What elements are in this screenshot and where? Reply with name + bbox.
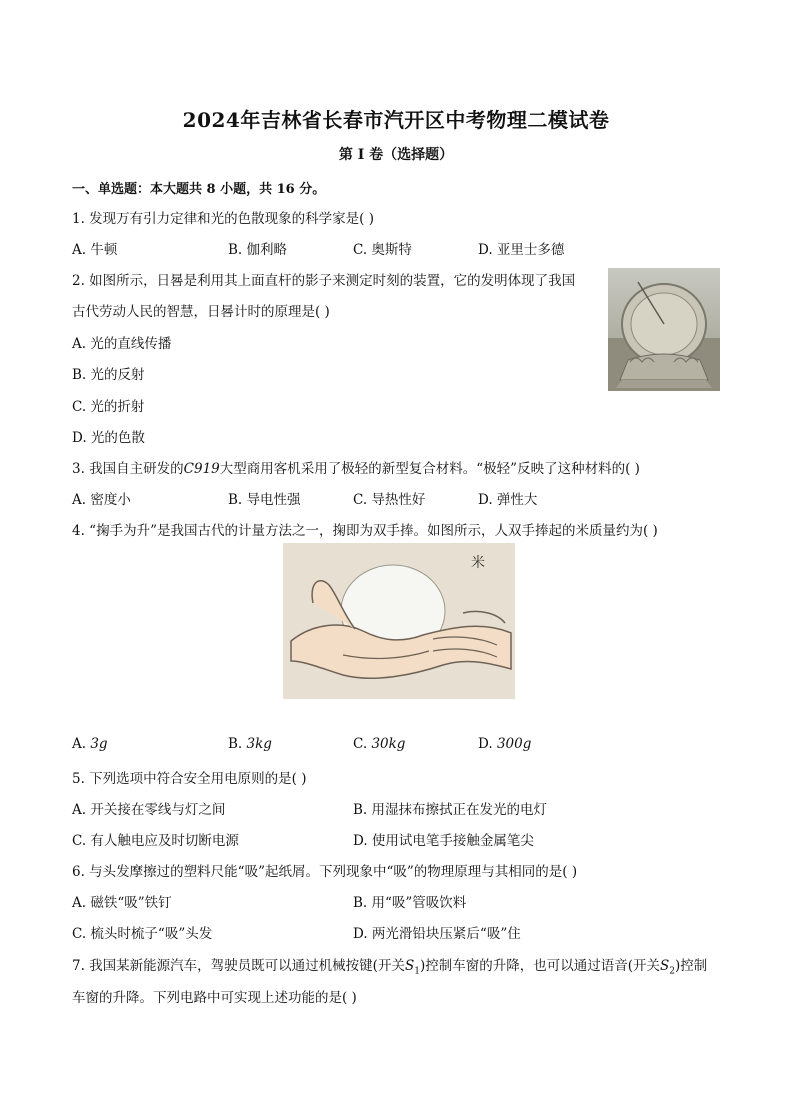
hands-rice-illustration [283, 543, 515, 699]
q3-option-d: D. 弹性大 [478, 492, 538, 508]
q7-text-b: )控制车窗的升降，也可以通过语音(开关 [419, 958, 660, 974]
section-heading: 一、单选题：本大题共 8 小题，共 16 分。 [72, 182, 326, 197]
q7-switch-s2: S [659, 958, 670, 974]
hands-rice-image [283, 543, 515, 699]
q4-option-c [353, 736, 405, 752]
q2-option-a: A. 光的直线传播 [72, 336, 172, 352]
q4-option-d-letter: D. [478, 736, 497, 752]
q4-option-d [478, 736, 531, 752]
q7-switch-s2-sub: 2 [669, 966, 675, 977]
q1-option-b: B. 伽利略 [228, 242, 288, 258]
question-5-stem: 5. 下列选项中符合安全用电原则的是( ) [72, 771, 307, 787]
q6-option-b: B. 用“吸”管吸饮料 [353, 895, 467, 911]
q1-option-c: C. 奥斯特 [353, 242, 412, 258]
page-title: 2024年吉林省长春市汽开区中考物理二模试卷 [182, 108, 610, 132]
q4-option-b-value: 3kg [246, 736, 272, 752]
q5-option-a: A. 开关接在零线与灯之间 [72, 802, 226, 818]
question-6-stem: 6. 与头发摩擦过的塑料尺能“吸”起纸屑。下列现象中“吸”的物理原理与其相同的是( ) [72, 864, 578, 880]
q6-option-d: D. 两光滑铅块压紧后“吸”住 [353, 926, 521, 942]
q4-option-d-value: 300g [496, 736, 532, 752]
q4-option-b-letter: B. [228, 736, 247, 752]
q7-text-c: )控制 [674, 958, 708, 974]
question-2-line-1: 2. 如图所示，日晷是利用其上面直杆的影子来测定时刻的装置，它的发明体现了我国 [72, 273, 576, 289]
q3-aircraft-model: C919 [183, 461, 220, 477]
rice-label: 米 [471, 555, 485, 571]
q1-option-a: A. 牛顿 [72, 242, 118, 258]
question-3-stem [72, 457, 640, 477]
q3-option-c: C. 导热性好 [353, 492, 426, 508]
q4-option-a-letter: A. [72, 736, 91, 752]
q3-option-b: B. 导电性强 [228, 492, 301, 508]
q3-stem-post: 大型商用客机采用了极轻的新型复合材料。“极轻”反映了这种材料的( ) [219, 461, 640, 477]
q4-option-c-value: 30kg [371, 736, 406, 752]
q2-option-c: C. 光的折射 [72, 399, 145, 415]
q4-option-a [72, 736, 108, 752]
q7-text-a: 7. 我国某新能源汽车，驾驶员既可以通过机械按键(开关 [72, 958, 405, 974]
question-1-stem: 1. 发现万有引力定律和光的色散现象的科学家是( ) [72, 211, 374, 227]
q3-stem-pre: 3. 我国自主研发的 [72, 461, 184, 477]
q6-option-a: A. 磁铁“吸”铁钉 [72, 895, 172, 911]
q7-switch-s1: S [404, 958, 415, 974]
sundial-image [608, 268, 720, 391]
q3-option-a: A. 密度小 [72, 492, 131, 508]
q2-option-d: D. 光的色散 [72, 430, 145, 446]
q1-option-d: D. 亚里士多德 [478, 242, 565, 258]
q7-switch-s1-sub: 1 [414, 966, 420, 977]
question-7-line-1 [72, 954, 707, 977]
question-7-line-2: 车窗的升降。下列电路中可实现上述功能的是( ) [72, 990, 357, 1006]
sundial-illustration [608, 268, 720, 391]
q6-option-c: C. 梳头时梳子“吸”头发 [72, 926, 213, 942]
q4-option-a-value: 3g [90, 736, 108, 752]
volume-subtitle: 第 I 卷（选择题） [338, 147, 454, 163]
q2-option-b: B. 光的反射 [72, 367, 145, 383]
q5-option-b: B. 用湿抹布擦拭正在发光的电灯 [353, 802, 548, 818]
q4-option-b [228, 736, 272, 752]
q4-option-c-letter: C. [353, 736, 372, 752]
question-2-line-2: 古代劳动人民的智慧，日晷计时的原理是( ) [72, 304, 330, 320]
q5-option-c: C. 有人触电应及时切断电源 [72, 833, 239, 849]
q5-option-d: D. 使用试电笔手接触金属笔尖 [353, 833, 534, 849]
question-4-stem: 4. “掬手为升”是我国古代的计量方法之一，掬即为双手捧。如图所示，人双手捧起的米质量约为( ) [72, 523, 658, 539]
